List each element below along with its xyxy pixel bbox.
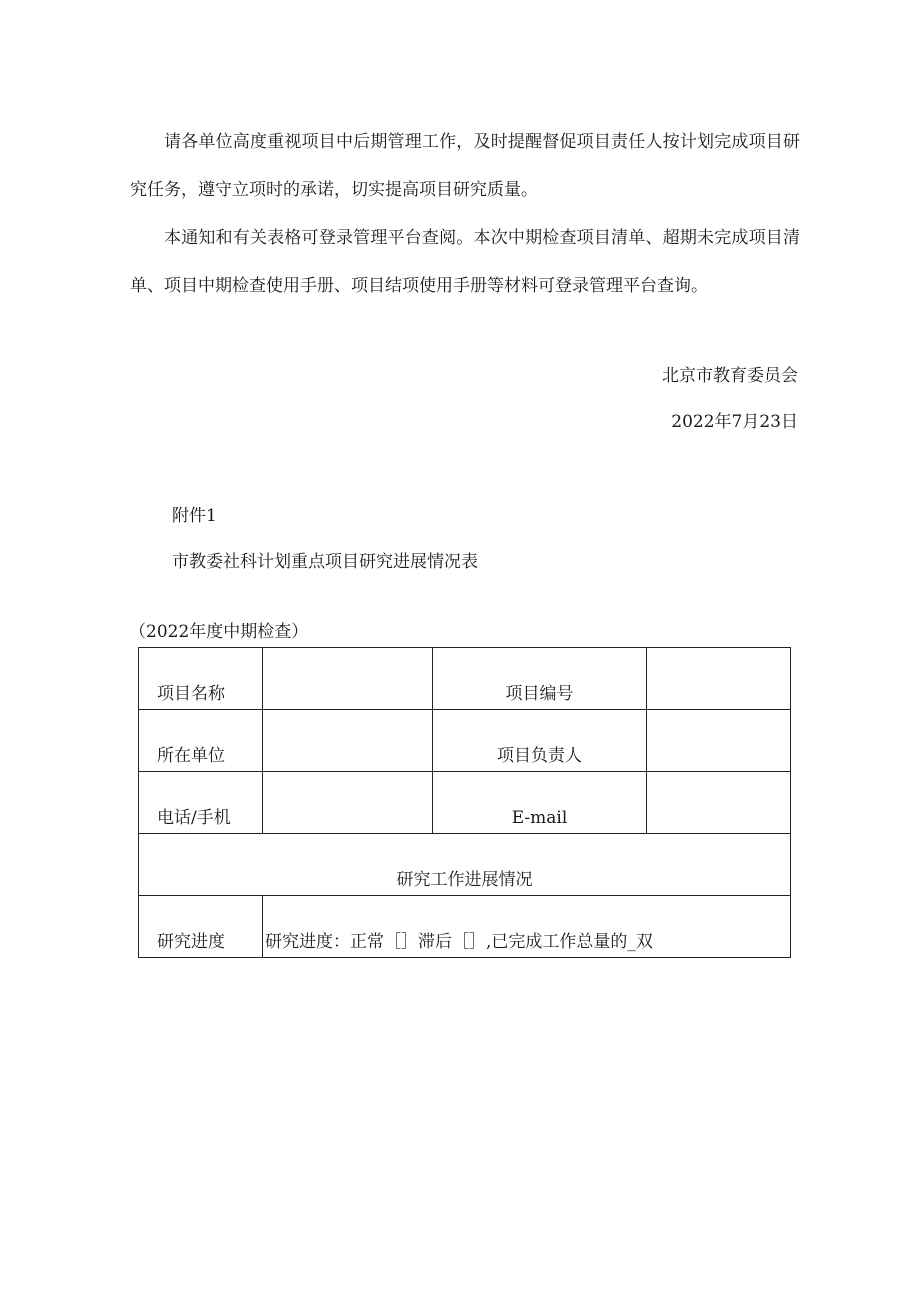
institution-field[interactable]	[263, 710, 433, 772]
notice-paragraph-2: 本通知和有关表格可登录管理平台查阅。本次中期检查项目清单、超期未完成项目清单、项目中期检查使用手册、项目结项使用手册等材料可登录管理平台查询。	[130, 228, 800, 296]
table-row	[139, 710, 791, 772]
form-title: 市教委社科计划重点项目研究进展情况表	[172, 552, 478, 572]
project-name-field[interactable]	[263, 648, 433, 710]
progress-form-table	[138, 647, 791, 958]
progress-section-header: 研究工作进展情况	[139, 834, 791, 896]
attachment-label: 附件1	[172, 506, 217, 526]
table-row	[139, 896, 791, 958]
signer-name: 北京市教育委员会	[662, 366, 798, 386]
research-progress-label: 研究进度	[139, 896, 263, 958]
signature-date: 2022年7月23日	[671, 412, 798, 432]
project-leader-field[interactable]	[647, 710, 791, 772]
project-name-label: 项目名称	[139, 648, 263, 710]
notice-paragraph-1: 请各单位高度重视项目中后期管理工作，及时提醒督促项目责任人按计划完成项目研究任务，遵守立项时的承诺，切实提高项目研究质量。	[130, 132, 800, 200]
table-row	[139, 648, 791, 710]
institution-label: 所在单位	[139, 710, 263, 772]
project-number-field[interactable]	[647, 648, 791, 710]
phone-label: 电话/手机	[139, 772, 263, 834]
email-field[interactable]	[647, 772, 791, 834]
table-row	[139, 772, 791, 834]
project-leader-label: 项目负责人	[433, 710, 647, 772]
phone-field[interactable]	[263, 772, 433, 834]
project-number-label: 项目编号	[433, 648, 647, 710]
form-subtitle: （2022年度中期检查）	[129, 622, 309, 642]
research-progress-field[interactable]: 研究进度：正常［］滞后［］,已完成工作总量的_双	[263, 896, 791, 958]
table-row	[139, 834, 791, 896]
email-label: E-mail	[433, 772, 647, 834]
